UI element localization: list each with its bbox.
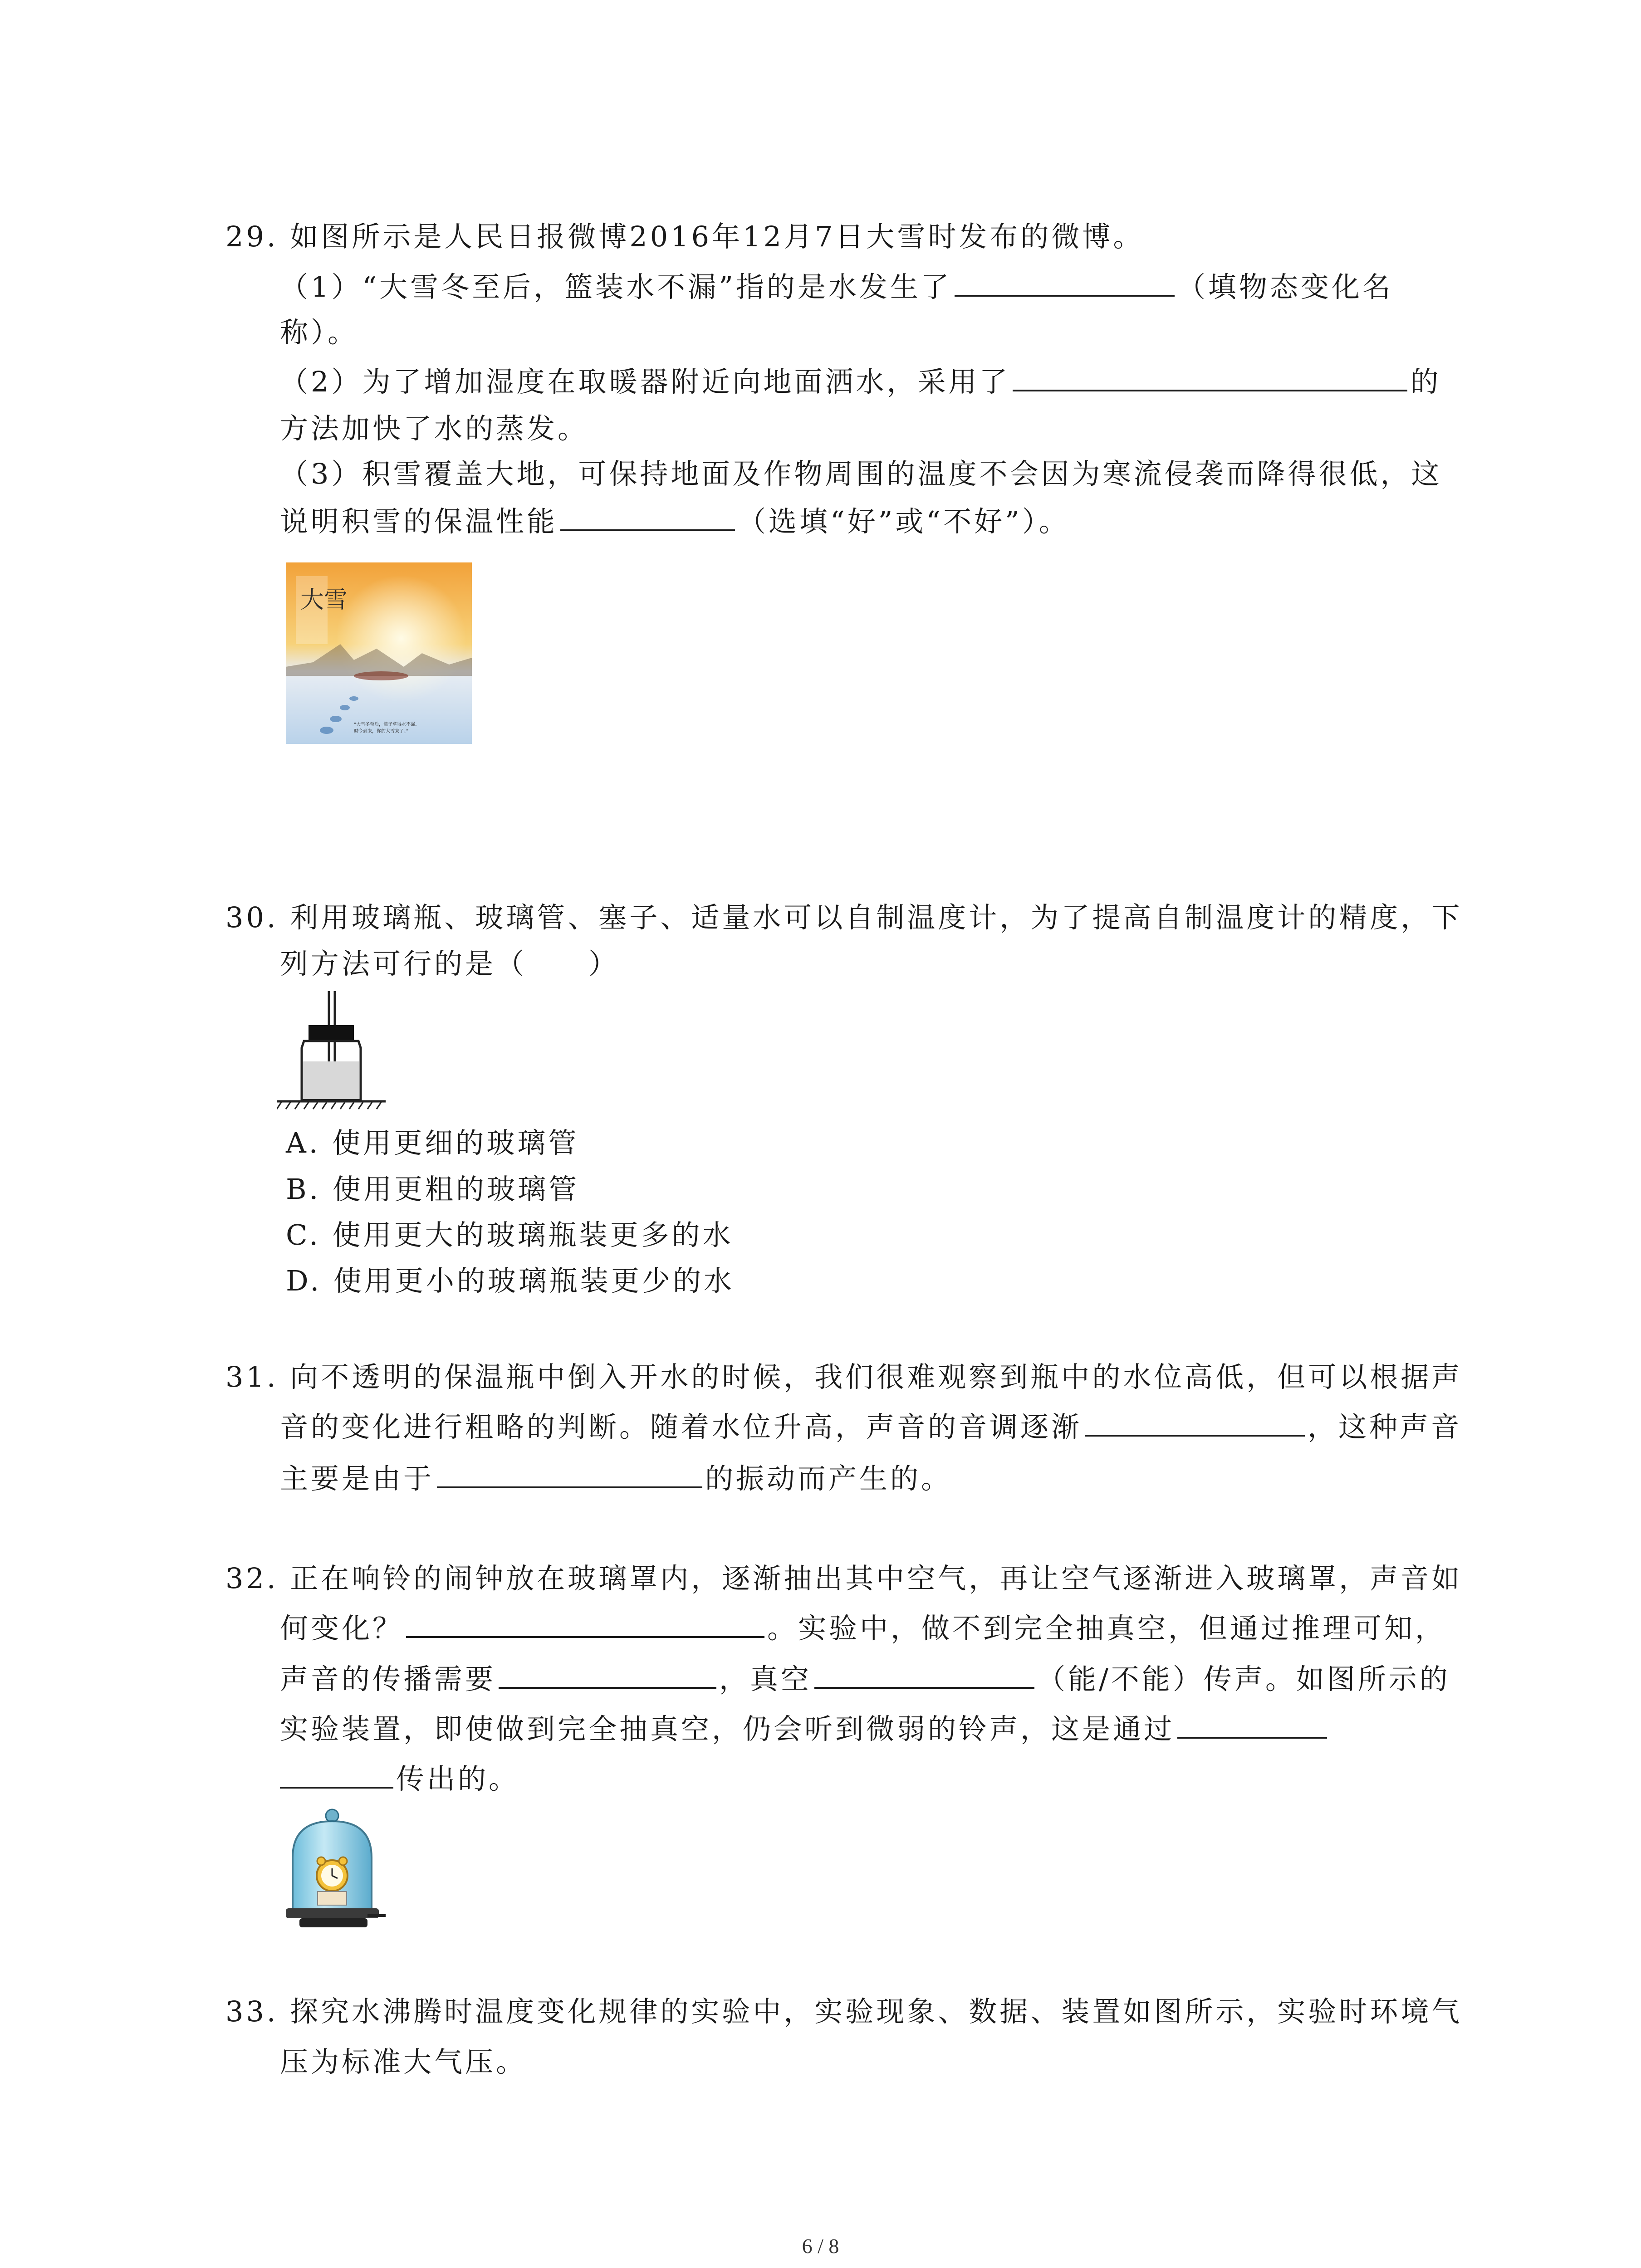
q32-line-3: 声音的传播需要 ，真空 （能/不能）传声。如图所示的 (280, 1662, 1450, 1696)
q29-part2-cont: 方法加快了水的蒸发。 (280, 412, 589, 445)
q31-blank-2[interactable] (437, 1461, 702, 1488)
q32-blank-1[interactable] (406, 1611, 764, 1638)
q31-line-1: 31. 向不透明的保温瓶中倒入开水的时候，我们很难观察到瓶中的水位高低，但可以根据声 (225, 1360, 1463, 1393)
q31-line-2: 音的变化进行粗略的判断。随着水位升高，声音的音调逐渐 ，这种声音 (280, 1410, 1462, 1443)
snow-poster-image (286, 562, 472, 744)
q31-blank-1[interactable] (1085, 1409, 1305, 1437)
q32-line-4: 实验装置，即使做到完全抽真空，仍会听到微弱的铃声，这是通过 (280, 1711, 1330, 1747)
q32-line-5: 传出的。 (280, 1761, 519, 1797)
q29-part3-cont: 说明积雪的保温性能 （选填“好”或“不好”）。 (280, 505, 1070, 538)
q32-line-2: 何变化？ 。实验中，做不到完全抽真空，但通过推理可知， (280, 1612, 1446, 1645)
q30-stem-cont: 列方法可行的是（ ） (280, 947, 620, 980)
bell-jar-alarm-clock-figure (281, 1808, 386, 1932)
q31-line-3: 主要是由于 的振动而产生的。 (280, 1462, 952, 1495)
q29-blank-2[interactable] (1013, 364, 1407, 391)
q32-blank-4b[interactable] (280, 1761, 393, 1789)
homemade-thermometer-figure (277, 989, 386, 1111)
q29-part3: （3）积雪覆盖大地，可保持地面及作物周围的温度不会因为寒流侵袭而降得很低，这 (280, 457, 1442, 490)
q30-stem: 30. 利用玻璃瓶、玻璃管、塞子、适量水可以自制温度计，为了提高自制温度计的精度，下 (225, 901, 1463, 934)
poster-title: 大雪 (300, 587, 348, 614)
page-number: 6 / 8 (802, 2234, 839, 2258)
q29-stem-text: 29. 如图所示是人民日报微博2016年12月7日大雪时发布的微博。 (225, 220, 1144, 253)
q30-option-b[interactable]: B. 使用更粗的玻璃管 (286, 1173, 579, 1206)
q32-line-1: 32. 正在响铃的闹钟放在玻璃罩内，逐渐抽出其中空气，再让空气逐渐进入玻璃罩，声音如 (225, 1562, 1463, 1595)
q30-option-c[interactable]: C. 使用更大的玻璃瓶装更多的水 (286, 1218, 734, 1251)
q29-blank-3[interactable] (560, 504, 735, 531)
q32-blank-4a[interactable] (1177, 1711, 1327, 1739)
q29-stem (225, 219, 1144, 255)
q29-blank-1[interactable] (955, 269, 1175, 297)
q29-part1: （1）“大雪冬至后，篮装水不漏”指的是水发生了 （填物态变化名 (280, 270, 1393, 303)
q33-line-1: 33. 探究水沸腾时温度变化规律的实验中，实验现象、数据、装置如图所示，实验时环境气 (225, 1995, 1463, 2028)
poster-caption-1: “大雪冬至后，篮子拿得水不漏。 (354, 722, 420, 727)
q30-option-d[interactable]: D. 使用更小的玻璃瓶装更少的水 (286, 1264, 735, 1297)
q29-part1-cont: 称）。 (280, 316, 359, 349)
q33-line-2: 压为标准大气压。 (280, 2045, 527, 2078)
poster-caption-2: 时令到来，你的大雪来了。” (354, 729, 409, 734)
q30-option-a[interactable]: A. 使用更细的玻璃管 (286, 1126, 579, 1159)
q29-part2: （2）为了增加湿度在取暖器附近向地面洒水，采用了 的 (280, 365, 1441, 398)
q32-blank-3[interactable] (814, 1662, 1034, 1689)
q32-blank-2[interactable] (499, 1662, 716, 1689)
